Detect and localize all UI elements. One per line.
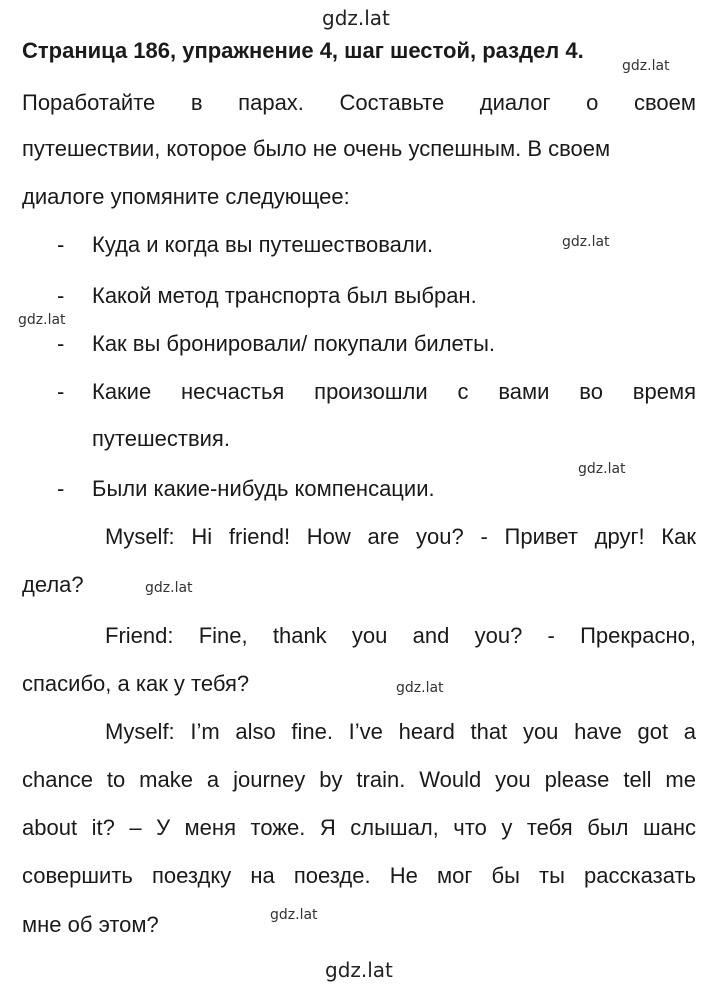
watermark-end: gdz.lat bbox=[270, 907, 318, 923]
dialog-line: мне об этом? bbox=[22, 912, 159, 937]
dialog-line: совершить поездку на поезде. Не мог бы ты рассказать bbox=[22, 863, 696, 888]
dialog-line: Friend: Fine, thank you and you? - Прекрасно, bbox=[105, 623, 696, 648]
watermark-list-end: gdz.lat bbox=[578, 461, 626, 477]
list-dash: - bbox=[57, 379, 65, 404]
dialog-line: chance to make a journey by train. Would you please tell me bbox=[22, 767, 696, 792]
watermark-title-right: gdz.lat bbox=[622, 58, 670, 74]
watermark-list: gdz.lat bbox=[562, 234, 610, 250]
watermark-dela: gdz.lat bbox=[145, 580, 193, 596]
list-item: Какие несчастья произошли с вами во время bbox=[92, 379, 696, 404]
task-line: путешествии, которое было не очень успешным. В своем bbox=[22, 136, 611, 161]
list-dash: - bbox=[57, 232, 65, 257]
task-line: диалоге упомяните следующее: bbox=[22, 184, 350, 209]
page-title: Страница 186, упражнение 4, шаг шестой, раздел 4. bbox=[22, 38, 584, 63]
dialog-line: дела? bbox=[22, 572, 84, 597]
list-item: Какой метод транспорта был выбран. bbox=[92, 283, 477, 308]
watermark-top: gdz.lat bbox=[322, 6, 390, 30]
dialog-line: about it? – У меня тоже. Я слышал, что у тебя был шанс bbox=[22, 815, 696, 840]
list-item-continuation: путешествия. bbox=[92, 426, 230, 451]
list-item: Как вы бронировали/ покупали билеты. bbox=[92, 331, 496, 356]
task-line: Поработайте в парах. Составьте диалог о своем bbox=[22, 90, 696, 115]
list-item: Куда и когда вы путешествовали. bbox=[92, 232, 434, 257]
watermark-left: gdz.lat bbox=[18, 312, 66, 328]
list-dash: - bbox=[57, 476, 65, 501]
dialog-line: Myself: I’m also fine. I’ve heard that you have got a bbox=[105, 719, 696, 744]
watermark-spasibo: gdz.lat bbox=[396, 680, 444, 696]
dialog-line: Myself: Hi friend! How are you? - Привет друг! Как bbox=[105, 524, 696, 549]
dialog-line: спасибо, а как у тебя? bbox=[22, 671, 250, 696]
list-dash: - bbox=[57, 283, 65, 308]
watermark-bottom: gdz.lat bbox=[325, 958, 393, 982]
list-dash: - bbox=[57, 331, 65, 356]
list-item: Были какие-нибудь компенсации. bbox=[92, 476, 435, 501]
